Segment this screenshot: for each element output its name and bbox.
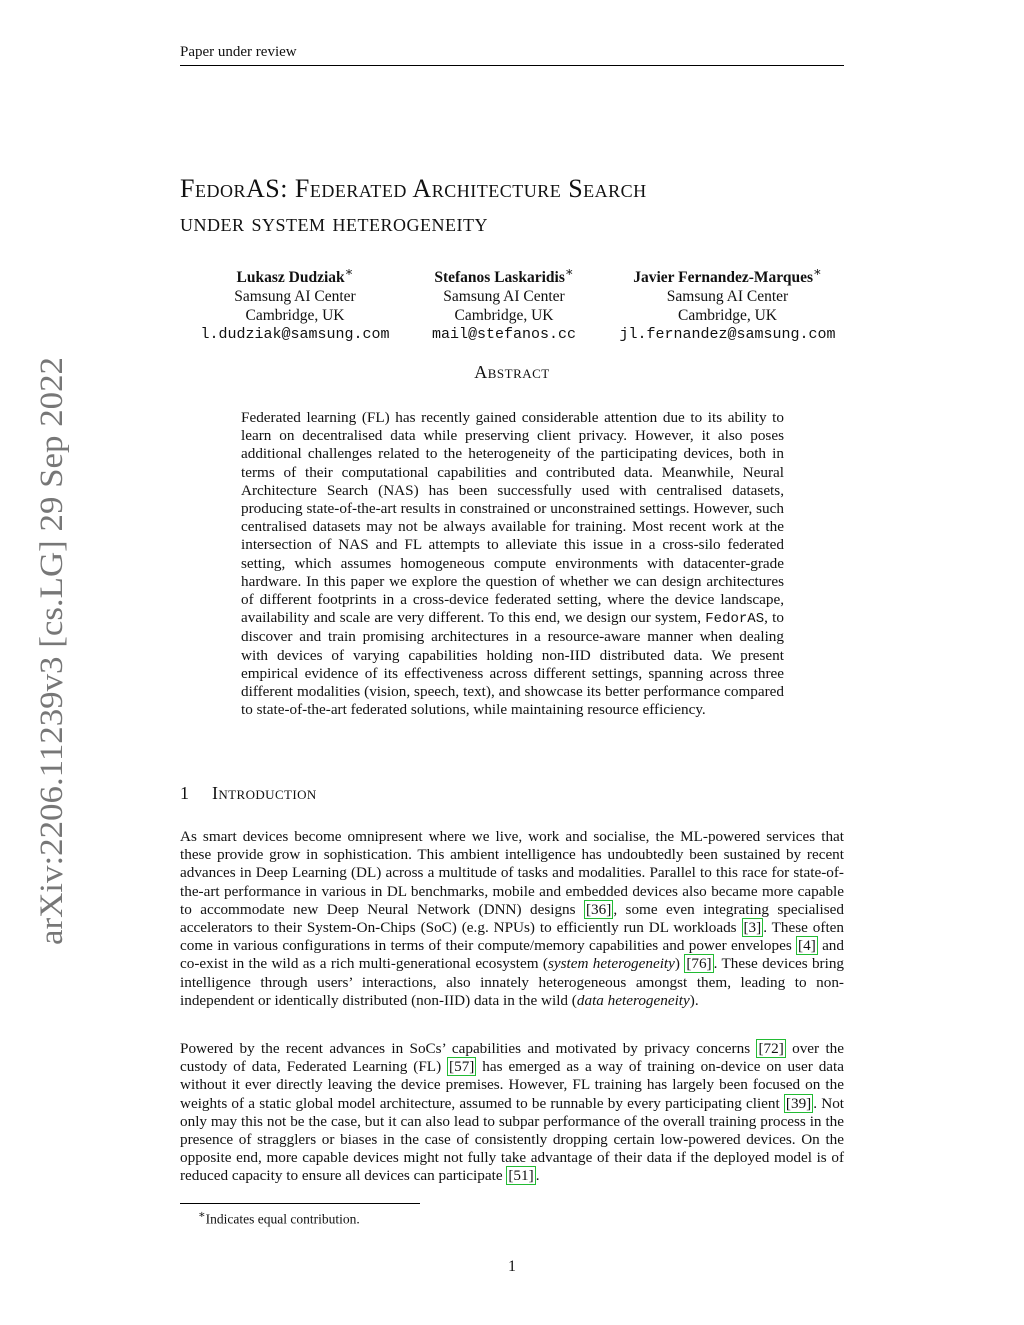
author-3 xyxy=(605,262,850,344)
abstract-body xyxy=(241,409,784,719)
author-affiliation: Samsung AI Center xyxy=(234,288,356,306)
author-1 xyxy=(190,262,400,344)
section-heading-introduction xyxy=(180,783,844,804)
para-text: ) xyxy=(674,955,685,973)
author-email[interactable]: jl.fernandez@samsung.com xyxy=(619,326,836,344)
footnote-rule xyxy=(180,1203,420,1204)
citation-link[interactable]: [76] xyxy=(686,955,712,973)
running-header: Paper under review xyxy=(180,44,844,66)
author-mark: ∗ xyxy=(564,264,574,279)
author-email[interactable]: l.dudziak@samsung.com xyxy=(200,326,390,344)
author-2 xyxy=(414,262,594,344)
author-name: Stefanos Laskaridis xyxy=(434,269,565,287)
arxiv-sidebar-svg xyxy=(30,355,70,945)
para-text: , some even integrating specialised accelerators to their System-On-Chips (SoC) (e.g. NPUs) to efficiently run DL workloads xyxy=(180,900,844,937)
section-number: 1 xyxy=(180,783,190,803)
abstract-text-2: , to discover and train promising architectures in a resource-aware manner when dealing with devices of varying capabilities holding non-IID distributed data. We present empirical evidence of its effectiveness across different settings, spanning across three different modalities (vision, speech, text), and showcase its better performance compared to state-of-the-art federated solutions, while maintaining resource efficiency. xyxy=(241,609,784,719)
citation-link[interactable]: [4] xyxy=(798,937,816,955)
paper-title xyxy=(180,172,860,240)
citation-link[interactable]: [57] xyxy=(449,1058,475,1076)
abstract-text-1: Federated learning (FL) has recently gained considerable attention due to its ability to learn on decentralised data while preserving client privacy. However, it also poses additional challenges related to the heterogeneity of the participating devices, both in terms of their computational capabilities and contributed data. Meanwhile, Neural Architecture Search (NAS) has been successfully used with centralised datasets, producing state-of-the-art results in constrained or unconstrained settings. However, such centralised datasets may not be always available for training. Most recent work at the intersection of NAS and FL attempts to alleviate this issue in a cross-silo federated setting, which assumes homogeneous compute environments with datacenter-grade hardware. In this paper we explore the question of whether we can design architectures of different footprints in a cross-device federated setting, where the device landscape, availability and scale are very different. To this end, we design our system, xyxy=(241,409,784,627)
italic-term: system heterogeneity xyxy=(547,955,675,973)
para-text: over the custody of data, Federated Learning (FL) xyxy=(180,1040,844,1076)
author-block xyxy=(180,262,860,342)
author-affiliation: Samsung AI Center xyxy=(666,288,789,306)
title-line-2: under system heterogeneity xyxy=(180,208,488,237)
author-affiliation: Samsung AI Center xyxy=(443,288,565,306)
author-name: Lukasz Dudziak xyxy=(236,269,345,287)
title-system-name: FedorAS: xyxy=(180,174,295,203)
footnote-text: Indicates equal contribution. xyxy=(205,1211,360,1227)
para-text: . These devices bring intelligence through users’ interactions, also innately heterogeneous amongst them, leading to non-independent or identically distributed (non-IID) data in the wild ( xyxy=(180,955,845,1009)
para-text: . Not only may this not be the case, but it can also lead to subpar performance of the overall training process in the presence of stragglers or biases in the case of consistently dropping certain low-powered devices. On the opposite end, more capable devices might not fully take advantage of their data if the deployed model is of reduced capacity to ensure all devices can participate xyxy=(180,1094,845,1185)
abstract-system-name: FedorAS xyxy=(705,611,765,628)
para-text: As smart devices become omnipresent where we live, work and socialise, the ML-powered services that these provide grow in sophistication. This ambient intelligence has undoubtedly been sustained by recent advances in Deep Learning (DL) across a multitude of tasks and modalities. Parallel to this race for state-of-the-art performance in various in DL benchmarks, mobile and embedded devices also became more capable to accommodate new Deep Neural Network (DNN) designs xyxy=(180,828,844,918)
para-text: has emerged as a way of training on-device on user data without it ever directly leaving the device premises. However, FL training has largely been focused on the weights of a static global model architecture, assumed to be runnable by every participating client xyxy=(180,1058,844,1112)
italic-term: data heterogeneity xyxy=(576,991,690,1009)
para-text: Powered by the recent advances in SoCs’ capabilities and motivated by privacy concerns xyxy=(180,1040,757,1057)
citation-link[interactable]: [39] xyxy=(785,1094,812,1112)
citation-link[interactable]: [51] xyxy=(508,1167,534,1185)
author-mark: ∗ xyxy=(813,264,822,279)
footnote-mark: ∗ xyxy=(198,1209,206,1221)
intro-paragraph-2 xyxy=(180,1040,844,1186)
para-text: and co-exist in the wild as a rich multi-generational ecosystem ( xyxy=(180,937,844,973)
citation-link[interactable]: [72] xyxy=(758,1040,784,1057)
author-mark: ∗ xyxy=(344,264,354,279)
author-email[interactable]: mail@stefanos.cc xyxy=(431,326,577,344)
para-text: . These often come in various configurations in terms of their compute/memory capabilities and power envelopes xyxy=(180,919,844,955)
footnote xyxy=(198,1208,360,1228)
arxiv-id-text: arXiv:2206.11239v3 [cs.LG] 29 Sep 2022 xyxy=(34,388,70,945)
title-main: Federated Architecture Search xyxy=(294,174,647,203)
intro-paragraph-1 xyxy=(180,828,844,1010)
author-name: Javier Fernandez-Marques xyxy=(633,269,814,287)
author-location: Cambridge, UK xyxy=(245,307,345,325)
citation-link[interactable]: [36] xyxy=(586,900,612,918)
para-text: ). xyxy=(689,991,699,1009)
page-number: 1 xyxy=(508,1258,516,1275)
arxiv-sidebar-stamp xyxy=(30,355,70,945)
title-line-1 xyxy=(180,172,860,206)
citation-link[interactable]: [3] xyxy=(743,919,762,937)
para-text: . xyxy=(535,1167,540,1185)
author-location: Cambridge, UK xyxy=(677,307,777,325)
abstract-heading: Abstract xyxy=(474,362,550,382)
section-title: Introduction xyxy=(212,783,317,803)
author-location: Cambridge, UK xyxy=(454,307,554,325)
